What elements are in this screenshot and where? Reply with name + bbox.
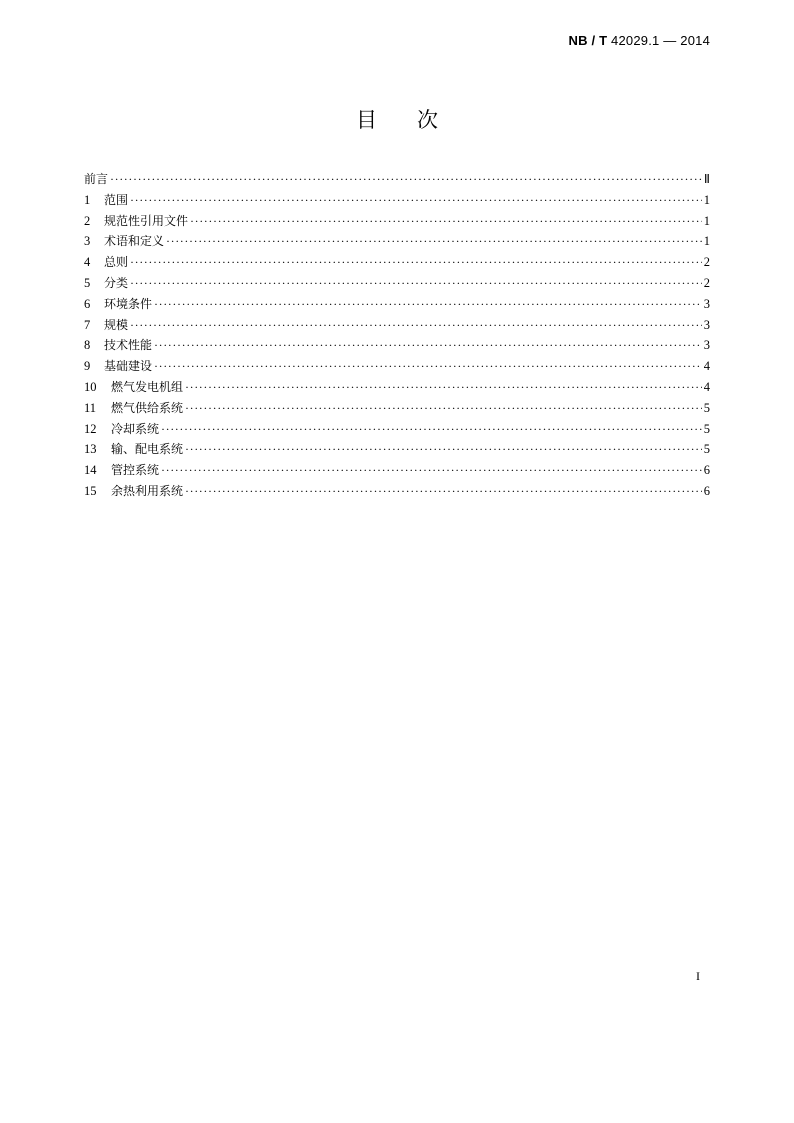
toc-entry[interactable] bbox=[84, 357, 710, 378]
toc-entry-page: 1 bbox=[703, 192, 710, 207]
toc-entry-number: 11 bbox=[84, 400, 97, 415]
toc-entry-number: 8 bbox=[84, 338, 91, 353]
toc-leader-dots bbox=[185, 401, 702, 416]
toc-leader-dots bbox=[185, 380, 702, 395]
toc-entry-label: 冷却系统 bbox=[111, 421, 160, 436]
toc-entry-label: 分类 bbox=[104, 275, 129, 290]
toc-entry[interactable] bbox=[84, 274, 710, 295]
toc-entry-page: 3 bbox=[703, 317, 710, 332]
toc-entry-number: 14 bbox=[84, 463, 97, 478]
toc-entry[interactable] bbox=[84, 482, 710, 503]
toc-entry[interactable] bbox=[84, 399, 710, 420]
toc-leader-dots bbox=[185, 484, 702, 499]
toc-entry-label: 总则 bbox=[104, 255, 129, 270]
toc-entry-label: 燃气供给系统 bbox=[111, 400, 184, 415]
toc-leader-dots bbox=[130, 193, 702, 208]
toc-entry-page: 6 bbox=[703, 463, 710, 478]
toc-entry[interactable] bbox=[84, 295, 710, 316]
toc-leader-dots bbox=[154, 338, 702, 353]
toc-title-part2: 次 bbox=[417, 108, 438, 132]
toc-entry-number: 6 bbox=[84, 296, 91, 311]
toc-entry[interactable] bbox=[84, 378, 710, 399]
toc-entry-page: 5 bbox=[703, 421, 710, 436]
toc-entry-label: 规范性引用文件 bbox=[104, 213, 189, 228]
toc-entry-number: 10 bbox=[84, 379, 97, 394]
toc-entry-page: 2 bbox=[703, 275, 710, 290]
toc-entry[interactable] bbox=[84, 316, 710, 337]
toc-entry-number: 9 bbox=[84, 359, 91, 374]
standard-code-prefix: NB / T bbox=[568, 33, 608, 48]
toc-entry-number: 5 bbox=[84, 275, 91, 290]
toc-entry-page: 3 bbox=[703, 296, 710, 311]
toc-leader-dots bbox=[154, 297, 702, 312]
toc-leader-dots bbox=[161, 463, 702, 478]
toc-entry-page: 6 bbox=[703, 483, 710, 498]
standard-code bbox=[568, 33, 710, 48]
toc-entry-page: 2 bbox=[703, 255, 710, 270]
toc-leader-dots bbox=[130, 276, 702, 291]
toc-entry[interactable] bbox=[84, 461, 710, 482]
standard-code-number: 42029.1 — 2014 bbox=[607, 33, 710, 48]
toc-entry-number: 1 bbox=[84, 192, 91, 207]
toc-entry-number: 2 bbox=[84, 213, 91, 228]
toc-entry-label: 技术性能 bbox=[104, 338, 153, 353]
toc-leader-dots bbox=[130, 318, 702, 333]
toc-leader-dots bbox=[185, 442, 702, 457]
toc-entry-number: 12 bbox=[84, 421, 97, 436]
toc-entry-label: 管控系统 bbox=[111, 463, 160, 478]
page-number: I bbox=[696, 969, 700, 983]
toc-entry-label: 余热利用系统 bbox=[111, 483, 184, 498]
toc-entry[interactable] bbox=[84, 420, 710, 441]
toc-entry-number: 15 bbox=[84, 483, 97, 498]
toc-entry-label: 输、配电系统 bbox=[111, 442, 184, 457]
toc-entry-page: 5 bbox=[703, 442, 710, 457]
toc-entry-label: 规模 bbox=[104, 317, 129, 332]
toc-entry-number: 3 bbox=[84, 234, 91, 249]
toc-title bbox=[0, 104, 794, 134]
toc-entry[interactable] bbox=[84, 336, 710, 357]
toc-entry-page: 5 bbox=[703, 400, 710, 415]
toc-entry-page: Ⅱ bbox=[703, 172, 710, 186]
toc-entry[interactable] bbox=[84, 212, 710, 233]
toc-entry-label: 基础建设 bbox=[104, 359, 153, 374]
toc-leader-dots bbox=[166, 234, 702, 249]
toc-entry[interactable] bbox=[84, 170, 710, 191]
toc-entry-page: 1 bbox=[703, 234, 710, 249]
toc-entry-label: 范围 bbox=[104, 192, 129, 207]
toc-entry-label: 前言 bbox=[84, 172, 109, 186]
toc-entry-page: 4 bbox=[703, 379, 710, 394]
toc-entry[interactable] bbox=[84, 191, 710, 212]
toc-entry[interactable] bbox=[84, 253, 710, 274]
toc-leader-dots bbox=[154, 359, 702, 374]
toc-entry-page: 1 bbox=[703, 213, 710, 228]
toc-leader-dots bbox=[161, 422, 702, 437]
toc-entry-page: 3 bbox=[703, 338, 710, 353]
toc-entry-number: 13 bbox=[84, 442, 97, 457]
toc-entry-number: 4 bbox=[84, 255, 91, 270]
toc-leader-dots bbox=[110, 172, 702, 187]
toc-entry-number: 7 bbox=[84, 317, 91, 332]
toc-title-part1: 目 bbox=[356, 108, 377, 132]
table-of-contents bbox=[84, 170, 710, 503]
toc-entry[interactable] bbox=[84, 440, 710, 461]
toc-entry[interactable] bbox=[84, 232, 710, 253]
toc-entry-page: 4 bbox=[703, 359, 710, 374]
toc-leader-dots bbox=[190, 214, 702, 229]
toc-entry-label: 环境条件 bbox=[104, 296, 153, 311]
toc-entry-label: 术语和定义 bbox=[104, 234, 165, 249]
toc-leader-dots bbox=[130, 255, 702, 270]
toc-entry-label: 燃气发电机组 bbox=[111, 379, 184, 394]
